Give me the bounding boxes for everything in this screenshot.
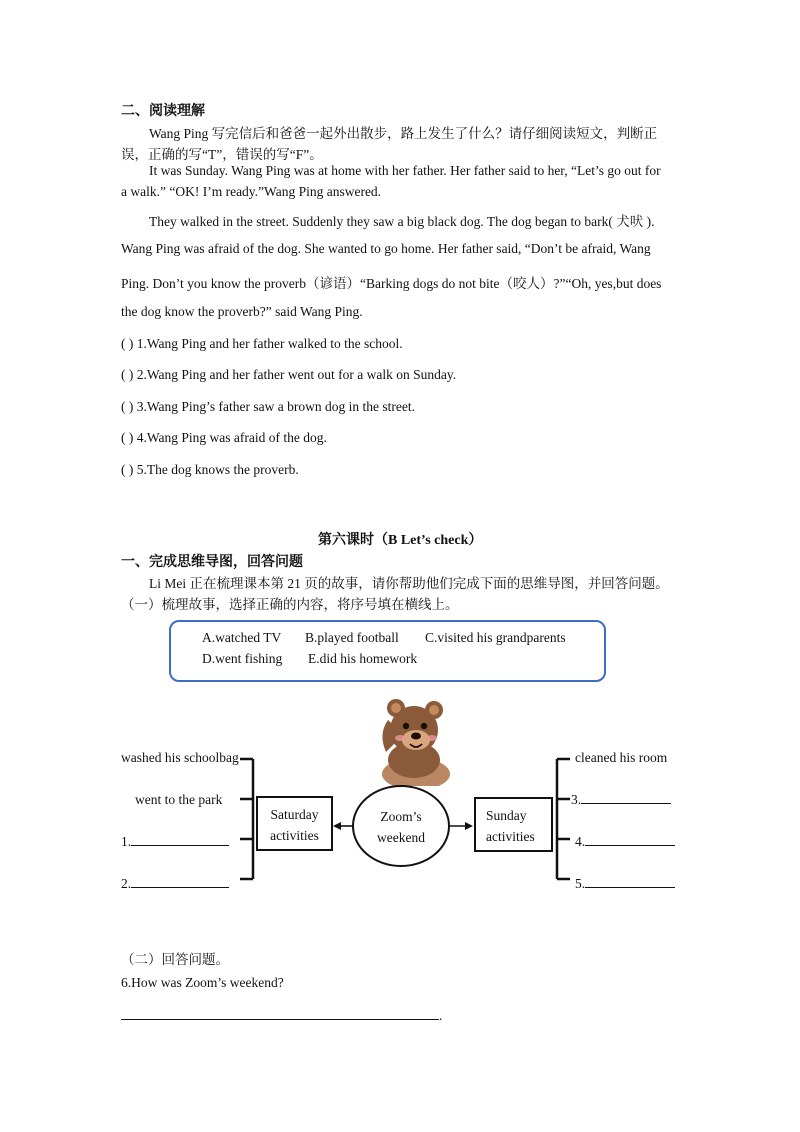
center-label: Zoom’s — [380, 809, 422, 824]
passage-line: They walked in the street. Suddenly they saw a big black dog. The dog began to bark( 犬吠 ). — [149, 214, 655, 229]
question-item — [121, 367, 456, 383]
blank-2[interactable]: 2. — [121, 876, 229, 892]
blank-4[interactable]: 4. — [575, 834, 675, 850]
passage-line: It was Sunday. Wang Ping was at home with her father. Her father said to her, “Let’s go out for — [149, 163, 661, 178]
answer-bracket[interactable]: ( ) — [121, 430, 134, 445]
sub-instruction-2: （二）回答问题。 — [121, 952, 229, 967]
intro-text: Li Mei 正在梳理课本第 21 页的故事，请你帮助他们完成下面的思维导图，并回答问题。 — [149, 576, 669, 591]
answer-bracket[interactable]: ( ) — [121, 367, 134, 382]
answer-bracket[interactable]: ( ) — [121, 462, 134, 477]
question-item — [121, 399, 415, 415]
saturday-box — [256, 796, 333, 851]
sunday-label: activities — [486, 829, 535, 844]
question-text: 4.Wang Ping was afraid of the dog. — [136, 430, 327, 445]
blank-1[interactable]: 1. — [121, 834, 229, 850]
option-b: B.played football — [305, 630, 399, 645]
sunday-box — [474, 797, 553, 852]
question-item — [121, 462, 299, 478]
answer-bracket[interactable]: ( ) — [121, 336, 134, 351]
question-text: 1.Wang Ping and her father walked to the school. — [136, 336, 403, 351]
passage-line: Wang Ping was afraid of the dog. She wanted to go home. Her father said, “Don’t be afraid, Wang — [121, 241, 651, 256]
question-text: 5.The dog knows the proverb. — [136, 462, 299, 477]
passage-line: a walk.” “OK! I’m ready.”Wang Ping answered. — [121, 184, 382, 199]
question-item — [121, 430, 327, 446]
passage-line: the dog know the proverb?” said Wang Ping. — [121, 304, 363, 319]
section-title-mindmap: 一、完成思维导图，回答问题 — [121, 555, 303, 570]
option-c: C.visited his grandparents — [425, 630, 566, 645]
option-d: D.went fishing — [202, 651, 283, 666]
question-6: 6.How was Zoom’s weekend? — [121, 975, 284, 990]
center-node — [355, 806, 447, 848]
saturday-item: went to the park — [135, 792, 223, 807]
center-label: weekend — [377, 830, 425, 845]
lesson-title: 第六课时（B Let’s check） — [318, 533, 483, 548]
sub-instruction-1: （一）梳理故事，选择正确的内容，将序号填在横线上。 — [121, 597, 459, 612]
answer-line-6[interactable]: . — [121, 1008, 442, 1024]
question-item — [121, 336, 403, 352]
option-e: E.did his homework — [308, 651, 418, 666]
saturday-label: Saturday — [270, 807, 319, 822]
saturday-label: activities — [270, 828, 319, 843]
instruction-line-2: 误，正确的写“T”，错误的写“F”。 — [121, 147, 323, 162]
question-text: 3.Wang Ping’s father saw a brown dog in the street. — [136, 399, 415, 414]
sunday-label: Sunday — [486, 808, 527, 823]
passage-line: Ping. Don’t you know the proverb（谚语）“Barking dogs do not bite（咬人）?”“Oh, yes,but does — [121, 276, 662, 291]
blank-5[interactable]: 5. — [575, 876, 675, 892]
option-a: A.watched TV — [202, 630, 282, 645]
blank-3[interactable]: 3. — [571, 792, 671, 808]
question-text: 2.Wang Ping and her father went out for a walk on Sunday. — [136, 367, 457, 382]
answer-bracket[interactable]: ( ) — [121, 399, 134, 414]
section-title-reading: 二、阅读理解 — [121, 104, 205, 119]
sunday-item: cleaned his room — [575, 750, 668, 765]
saturday-item: washed his schoolbag — [121, 750, 239, 765]
instruction-line-1: Wang Ping 写完信后和爸爸一起外出散步，路上发生了什么？请仔细阅读短文，判断正 — [149, 126, 658, 141]
